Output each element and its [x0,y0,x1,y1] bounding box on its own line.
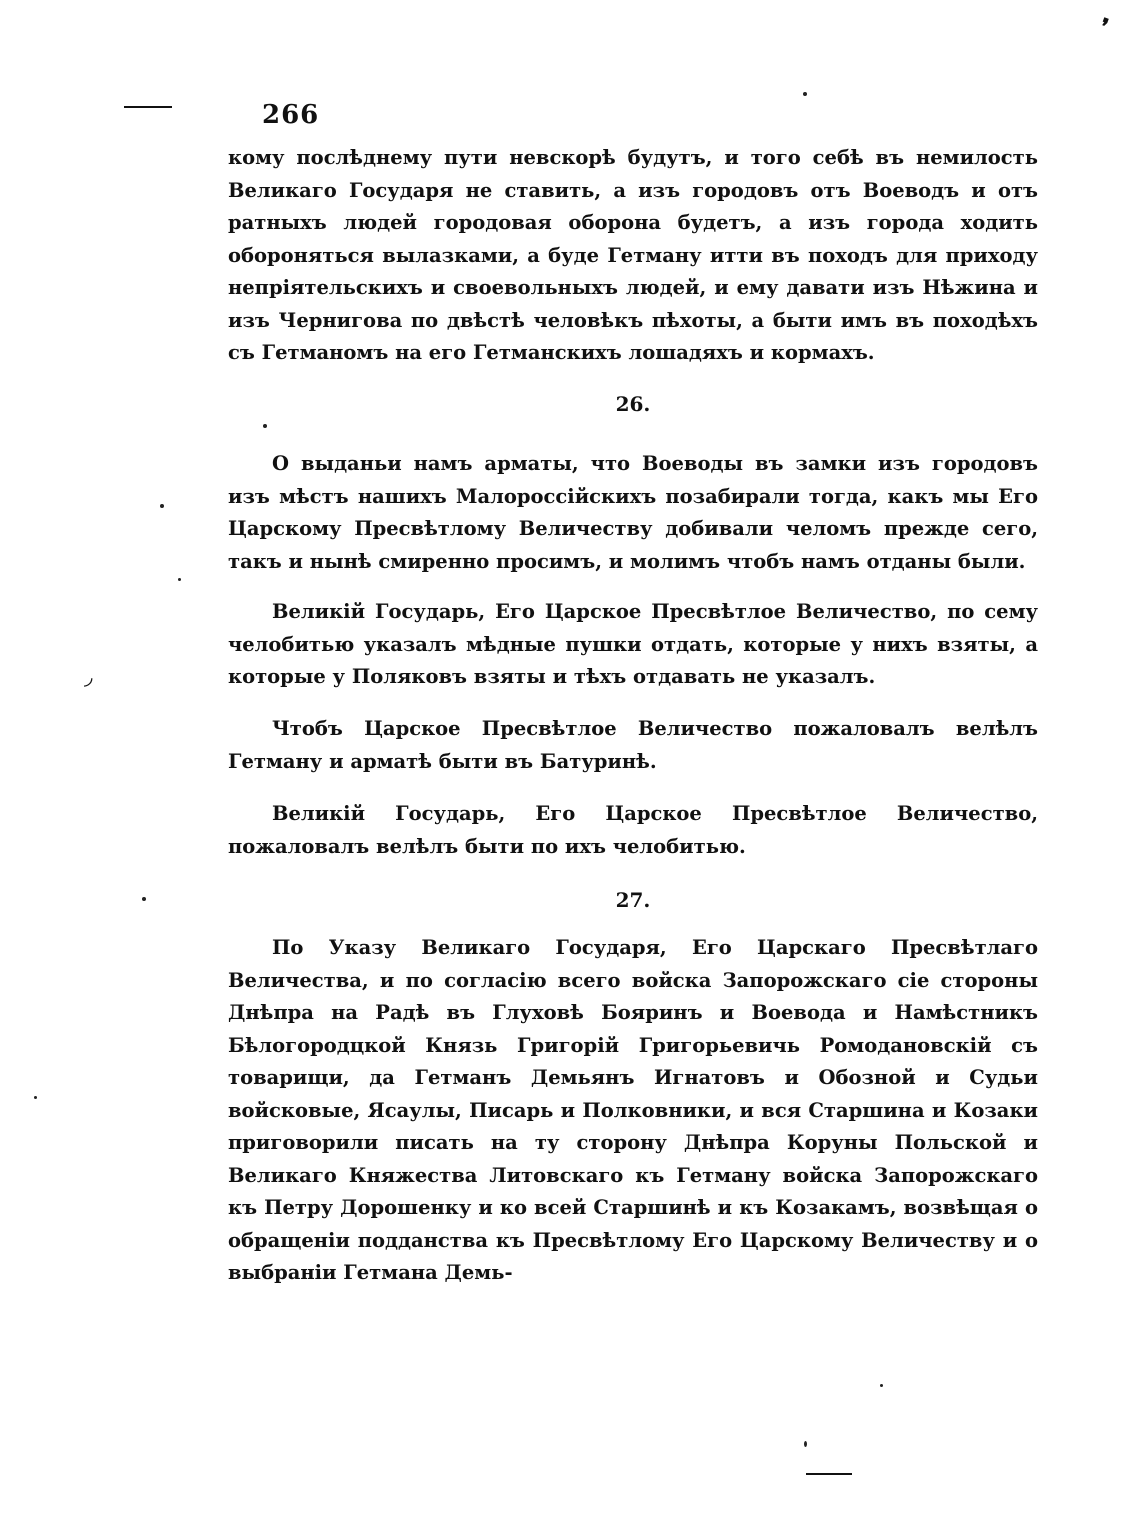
paragraph-continuation: кому послѣднему пути невскорѣ будутъ, и того себѣ въ немилость Великаго Государя не ставить, а изъ городовъ отъ Воеводъ и отъ ратныхъ людей городовая оборона будетъ, а изъ города ходить обороняться вылазками, а буде Гетману итти въ походъ для приходу непріятельскихъ и своевольныхъ людей, и ему давати изъ Нѣжина и изъ Чернигова по двѣстѣ человѣкъ пѣхоты, а быти имъ въ походѣхъ съ Гетманомъ на его Гетманскихъ лошадяхъ и кормахъ. [228,146,1038,364]
top-rule [124,106,172,108]
scan-mark-top-right: ❜ [1095,13,1112,41]
scan-speck [804,1441,807,1447]
paragraph-decree-granted: Великій Государь, Его Царское Пресвѣтлое Величество, пожаловалъ велѣлъ быти по ихъ челобитью. [228,802,1038,858]
section-number-27: 27. [615,888,651,912]
scan-speck [263,424,267,428]
bottom-rule [806,1473,852,1475]
scan-speck [34,1096,37,1099]
paragraph-decree-cannons: Великій Государь, Его Царское Пресвѣтлое Величество, по сему челобитью указалъ мѣдные пушки отдать, которые у нихъ взяты, а которые у Поляковъ взяты и тѣхъ отдавать не указалъ. [228,600,1038,688]
scan-speck [880,1384,883,1387]
page-number: 266 [262,100,320,130]
section-number-26: 26. [615,392,651,416]
scan-speck [142,897,146,901]
paragraph-petition-armata: О выданьи намъ арматы, что Воеводы въ замки изъ городовъ изъ мѣстъ нашихъ Малороссійскихъ позабирали тогда, какъ мы Его Царскому Пресвѣтлому Величеству добивали челомъ прежде сего, такъ и нынѣ смиренно просимъ, и молимъ чтобъ намъ отданы были. [228,452,1038,573]
scan-speck [160,504,164,508]
scan-speck [803,92,807,96]
paragraph-petition-baturin: Чтобъ Царское Пресвѣтлое Величество пожаловалъ велѣлъ Гетману и арматѣ быти въ Батуринѣ. [228,717,1038,773]
paragraph-council-glukhov: По Указу Великаго Государя, Его Царскаго Пресвѣтлаго Величества, и по согласію всего войска Запорожскаго сіе стороны Днѣпра на Радѣ въ Глуховѣ Бояринъ и Воевода и Намѣстникъ Бѣлогородцкой Князь Григорій Григорьевичь Ромодановскій съ товарищи, да Гетманъ Демьянъ Игнатовъ и Обозной и Судьи войсковые, Ясаулы, Писарь и Полковники, и вся Старшина и Козаки приговорили писать на ту сторону Днѣпра Коруны Польской и Великаго Княжества Литовскаго къ Гетману войска Запорожскаго къ Петру Дорошенку и ко всей Старшинѣ и къ Козакамъ, возвѣщая о обращеніи подданства къ Пресвѣтлому Его Царскому Величеству и о выбраніи Гетмана Демь- [228,936,1038,1284]
scan-speck [178,578,181,581]
scan-mark-left-margin: ◞ [84,664,93,690]
